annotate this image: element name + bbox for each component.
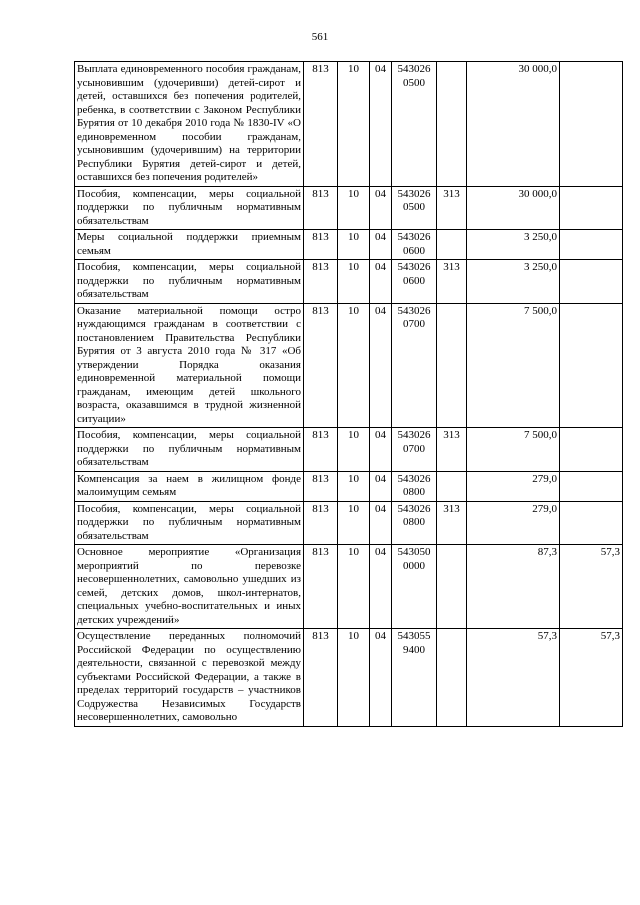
section-code: 10 [338,260,370,304]
table-row [75,428,623,472]
amount-year2 [560,303,623,428]
amount-year1: 87,3 [467,545,560,629]
target-code-part1: 543026 [397,472,431,485]
row-name: Осуществление переданных полномочий Российской Федерации по осуществлению деятельности, связанной с перевозкой между субъектами Российской Федерации, а также в пределах территорий государств – участников Содружества Независимых Государств несовершеннолетних, самовольно [75,629,304,727]
target-article-code [392,303,437,428]
ministry-code: 813 [304,545,338,629]
target-code-part1: 543026 [397,304,431,317]
table-row [75,62,623,187]
target-code-part2: 0500 [403,76,425,89]
amount-year1: 7 500,0 [467,303,560,428]
expense-type-code: 313 [437,501,467,545]
target-article-code [392,186,437,230]
target-article-code [392,471,437,501]
amount-year2 [560,62,623,187]
target-code-part2: 0700 [403,442,425,455]
amount-year2: 57,3 [560,545,623,629]
target-code-part1: 543026 [397,261,431,273]
section-code: 10 [338,428,370,472]
amount-year1: 3 250,0 [467,230,560,260]
subsection-code: 04 [370,62,392,187]
amount-year1: 279,0 [467,471,560,501]
row-name: Оказание материальной помощи остро нуждающимся гражданам в соответствии с постановлением Правительства Республики Бурятия от 3 августа 2010 года № 317 «Об утверждении Порядка оказания единовременной материальной помощи гражданам, имеющим детей школьного возраста, оказавшимся в трудной жизненной ситуации» [75,303,304,428]
target-code-part1: 543026 [397,502,431,515]
row-name: Пособия, компенсации, меры социальной поддержки по публичным нормативным обязательствам [75,428,304,472]
subsection-code: 04 [370,186,392,230]
section-code: 10 [338,629,370,727]
section-code: 10 [338,471,370,501]
page-number: 561 [311,31,329,43]
section-code: 10 [338,186,370,230]
subsection-code: 04 [370,629,392,727]
ministry-code: 813 [304,303,338,428]
target-article-code [392,501,437,545]
subsection-code: 04 [370,260,392,304]
target-code-part1: 543026 [397,63,431,75]
section-code: 10 [338,501,370,545]
expense-type-code: 313 [437,260,467,304]
ministry-code: 813 [304,501,338,545]
table-row [75,629,623,727]
subsection-code: 04 [370,303,392,428]
subsection-code: 04 [370,471,392,501]
row-name: Компенсация за наем в жилищном фонде малоимущим семьям [75,471,304,501]
row-name: Основное мероприятие «Организация мероприятий по перевозке несовершеннолетних, самовольно ушедших из семей, детских домов, школ-интернатов, специальных учебно-воспитательных и иных детских учреждений» [75,545,304,629]
expense-type-code [437,629,467,727]
target-article-code [392,62,437,187]
amount-year2 [560,471,623,501]
target-code-part2: 0500 [403,201,425,213]
target-article-code [392,230,437,260]
table-row [75,230,623,260]
row-name: Меры социальной поддержки приемным семьям [75,230,304,260]
expense-type-code [437,303,467,428]
amount-year1: 3 250,0 [467,260,560,304]
section-code: 10 [338,62,370,187]
table-row [75,260,623,304]
amount-year2 [560,260,623,304]
target-code-part2: 9400 [403,643,425,656]
amount-year2: 57,3 [560,629,623,727]
subsection-code: 04 [370,545,392,629]
ministry-code: 813 [304,629,338,727]
target-article-code [392,428,437,472]
table-row [75,501,623,545]
ministry-code: 813 [304,186,338,230]
amount-year2 [560,428,623,472]
amount-year2 [560,230,623,260]
expense-type-code [437,62,467,187]
target-article-code [392,545,437,629]
table-row [75,303,623,428]
expense-type-code [437,545,467,629]
target-code-part2: 0600 [403,244,425,257]
target-code-part2: 0600 [403,274,425,287]
expense-type-code [437,230,467,260]
table-row [75,186,623,230]
expense-type-code: 313 [437,428,467,472]
target-article-code [392,260,437,304]
subsection-code: 04 [370,501,392,545]
table-row [75,471,623,501]
section-code: 10 [338,230,370,260]
target-code-part2: 0700 [403,318,425,330]
budget-table [74,61,623,727]
ministry-code: 813 [304,62,338,187]
ministry-code: 813 [304,428,338,472]
subsection-code: 04 [370,230,392,260]
ministry-code: 813 [304,230,338,260]
target-code-part2: 0000 [403,559,425,572]
table-row [75,545,623,629]
row-name: Пособия, компенсации, меры социальной поддержки по публичным нормативным обязательствам [75,186,304,230]
section-code: 10 [338,545,370,629]
budget-rows [75,62,623,727]
amount-year1: 279,0 [467,501,560,545]
amount-year1: 30 000,0 [467,62,560,187]
target-code-part1: 543026 [397,231,431,243]
row-name: Выплата единовременного пособия гражданам, усыновившим (удочеривши) детей-сирот и детей, оставшихся без попечения родителей, ребенка, в соответствии с Законом Республики Бурятия от 10 декабря 2010 года № 1830-IV «О единовременном пособии гражданам, усыновившим (удочерившим) на территории Республики Бурятия детей-сирот и детей, оставшихся без попечения родителей» [75,62,304,187]
ministry-code: 813 [304,471,338,501]
ministry-code: 813 [304,260,338,304]
amount-year1: 7 500,0 [467,428,560,472]
target-code-part2: 0800 [403,486,425,498]
amount-year1: 57,3 [467,629,560,727]
expense-type-code: 313 [437,186,467,230]
target-code-part1: 543055 [397,630,431,642]
subsection-code: 04 [370,428,392,472]
target-code-part1: 543026 [397,187,431,200]
amount-year2 [560,501,623,545]
amount-year1: 30 000,0 [467,186,560,230]
expense-type-code [437,471,467,501]
amount-year2 [560,186,623,230]
section-code: 10 [338,303,370,428]
target-article-code [392,629,437,727]
row-name: Пособия, компенсации, меры социальной поддержки по публичным нормативным обязательствам [75,260,304,304]
row-name: Пособия, компенсации, меры социальной поддержки по публичным нормативным обязательствам [75,501,304,545]
target-code-part2: 0800 [403,516,425,528]
target-code-part1: 543050 [397,546,431,558]
target-code-part1: 543026 [397,429,431,441]
